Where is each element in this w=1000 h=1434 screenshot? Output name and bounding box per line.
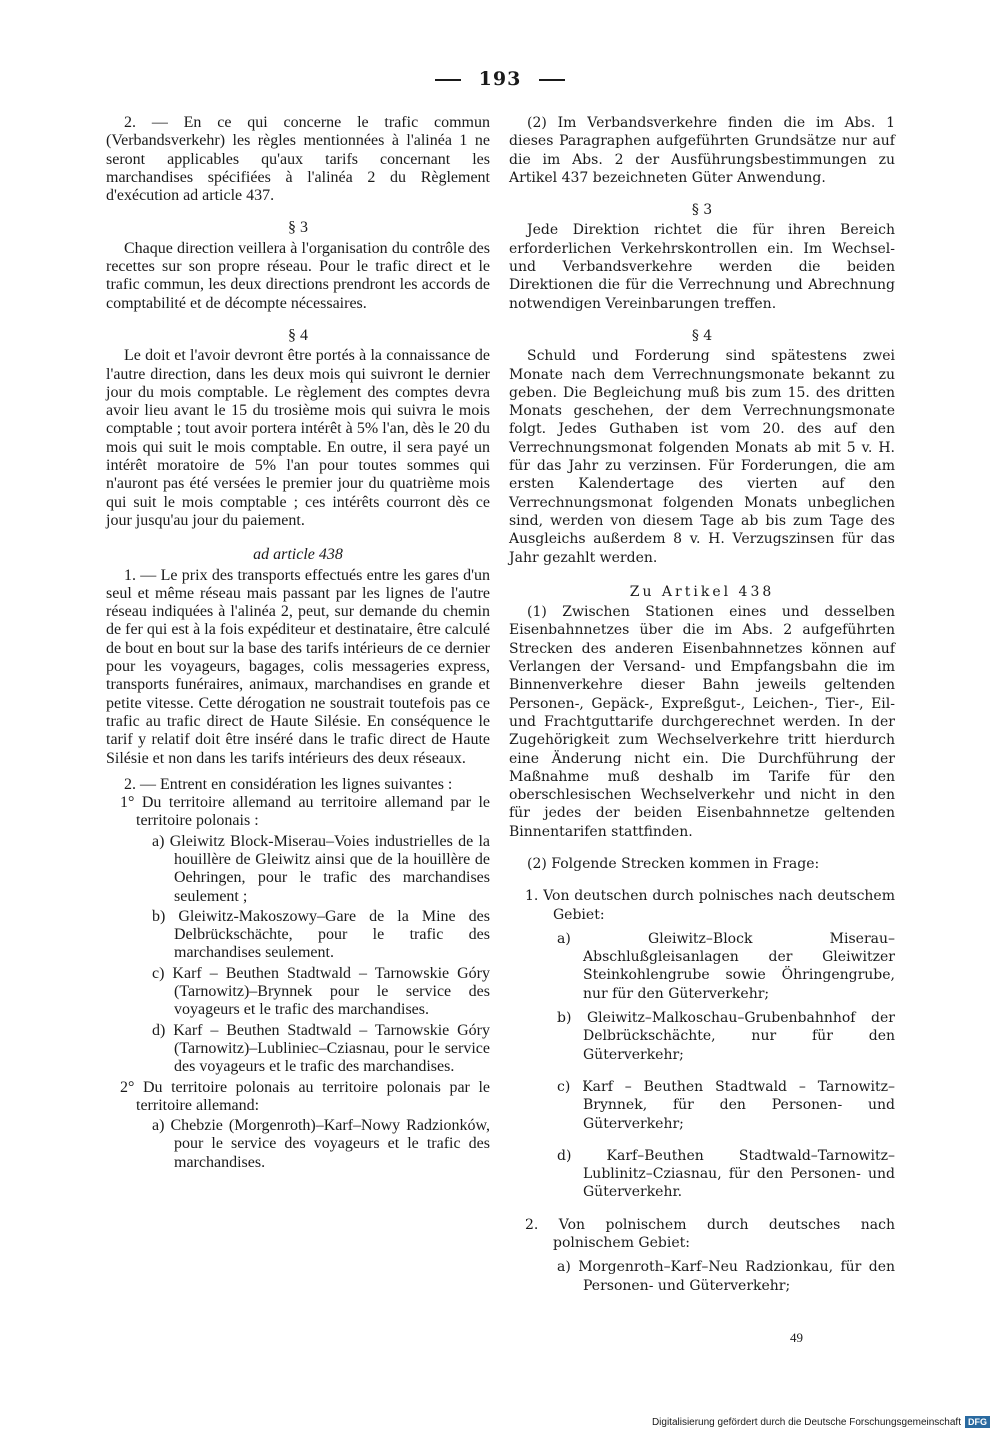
- fr-list-item-1d: d) Karf – Beuthen Stadtwald – Tarnowskie Góry (Tarnowitz)–Lubliniec–Cziasnau, pour le service des voyageurs et le trafic des marchandises.: [152, 1021, 490, 1076]
- de-section-3-heading: § 3: [691, 202, 713, 219]
- de-article-438-p1: (1) Zwischen Stationen eines und desselben Eisenbahnnetzes über die im Abs. 2 aufgeführten Strecken des anderen Eisenbahnnetzes können auf Verlangen der Versand- und Empfangsbahn die im Binnenverkehre dieser Bahn jeweils geltenden Personen-, Gepäck-, Expreßgut-, Leichen-, Tier-, Eil- und Frachtguttarife durchgerechnet werden. In der Zugehörigkeit zum Wechselverkehre tritt hierdurch eine Änderung nicht ein. Die Durchführung der Maßnahme muß deshalb im Tarife für den oberschlesischen Wechselverkehr und nicht in den für jedes der beiden Eisenbahnnetze geltenden Binnentarifen stattfinden.: [509, 604, 895, 840]
- de-list-item-2a: a) Morgenroth–Karf–Neu Radzionkau, für den Personen- und Güterverkehr;: [557, 1259, 895, 1294]
- fr-article-438-p2: 2. — Entrent en considération les lignes suivantes :: [124, 775, 453, 793]
- fr-article-438-p1: 1. — Le prix des transports effectués entre les gares d'un seul et même réseau mais passant par les lignes de l'autre réseau indiquées à l'alinéa 2, peut, sur demande du chemin de fer qui est à la fois expéditeur et destinataire, être calculé de bout en bout sur la base des tarifs intérieurs de ce dernier pour les voyageurs, bagages, colis messageries express, transports funéraires, animaux, marchandises en grande et petite vitesse. Cette dérogation ne soustrait toutefois pas ce trafic au trafic direct de Haute Silésie. En conséquence le tarif y relatif doit être inséré dans le trafic direct de Haute Silésie et non dans les tarifs intérieurs des deux réseaux.: [106, 566, 490, 767]
- fr-list-item-1: 1° Du territoire allemand au territoire allemand par le territoire polonais :: [120, 794, 490, 830]
- fr-list-item-2: 2° Du territoire polonais au territoire polonais par le territoire allemand:: [120, 1078, 490, 1114]
- dfg-logo-icon: DFG: [965, 1416, 990, 1428]
- de-paragraph-2: (2) Im Verbandsverkehre finden die im Abs. 1 dieses Paragraphen aufgeführten Grundsätze nur auf die im Abs. 2 der Ausführungsbestimmungen zu Artikel 437 bezeichneten Güter Anwendung.: [509, 115, 895, 186]
- de-list-item-1: 1. Von deutschen durch polnisches nach deutschem Gebiet:: [525, 888, 895, 923]
- fr-section-4-text: Le doit et l'avoir devront être portés à la connaissance de l'autre direction, dans les deux mois qui suivront le dernier jour du mois comptable. Le règlement des comptes devra avoir lieu avant le 15 du trosième mois qui suivra le mois comptable ; tout avoir portera intérêt à 5% l'an, dès le 20 du mois qui suit le mois comptable. En outre, il sera payé un intérêt moratoire de 5% l'an pour toutes sommes qui n'auront pas été versées le premier jour du quatrième mois qui suit le mois comptable ; ces intérêts courront dès ce jour jusqu'au jour du paiement.: [106, 347, 490, 529]
- fr-paragraph-2: 2. — En ce qui concerne le trafic commun (Verbandsverkehr) les règles mentionnées à l'alinéa 1 ne seront applicables qu'aux tarifs concernant les marchandises spécifiées à l'alinéa 2 du Règlement d'exécution ad article 437.: [106, 114, 490, 205]
- de-list-item-1b: b) Gleiwitz–Malkoschau–Grubenbahnhof der Delbrückschächte, nur für den Güterverkehr;: [557, 1010, 895, 1063]
- fr-section-4-heading: § 4: [288, 326, 308, 344]
- fr-list-item-1a: a) Gleiwitz Block-Miserau–Voies industrielles de la houillère de Gleiwitz ainsi que de la houillère de Oehringen, pour le trafic des marchandises seulement ;: [152, 832, 490, 905]
- fr-section-3-heading: § 3: [288, 219, 308, 237]
- footer-credit: [652, 1416, 990, 1428]
- fr-list-item-1b: b) Gleiwitz-Makoszowy–Gare de la Mine des Delbrückschächte, pour le trafic des marchandises seulement.: [152, 907, 490, 962]
- fr-list-item-1c: c) Karf – Beuthen Stadtwald – Tarnowskie Góry (Tarnowitz)–Brynnek pour le service des voyageurs et le trafic des marchandises.: [152, 964, 490, 1019]
- de-section-3-text: Jede Direktion richtet die für ihren Bereich erforderlichen Verkehrskontrollen ein. Im Wechsel- und Verbandsverkehre werden die beiden Direktionen die für die Verrechnung und Abrechnung notwendigen Vereinbarungen treffen.: [509, 222, 895, 312]
- de-article-438-heading: Zu Artikel 438: [629, 583, 775, 600]
- page-number-bottom: 49: [790, 1330, 803, 1345]
- header-dash-left: [435, 79, 461, 81]
- de-list-item-1c: c) Karf – Beuthen Stadtwald – Tarnowitz–Brynnek, für den Personen- und Güterverkehr;: [557, 1078, 895, 1132]
- german-column: [509, 114, 895, 1295]
- fr-article-438-heading: ad article 438: [253, 546, 343, 564]
- de-section-4-heading: § 4: [691, 327, 713, 344]
- de-section-4-text: Schuld und Forderung sind spätestens zwei Monate nach dem Verrechnungsmonate bekannt zu geben. Die Begleichung muß bis zum 15. des dritten Monats geschehen, der dem Verrechnungsmonate folgt. Jedes Guthaben ist vom 20. des auf den Verrechnungsmonat folgenden Monats ab mit 5 v. H. für das Jahr zu verzinsen. Für Forderungen, die am ersten Kalendertage des vierten auf den Verrechnungsmonat folgenden Monats unbeglichen sind, werden von diesem Tage ab bis zum Tage des Ausgleichs außerdem 8 v. H. Verzugszinsen für das Jahr gezahlt werden.: [509, 348, 895, 566]
- de-article-438-p2: (2) Folgende Strecken kommen in Frage:: [527, 855, 820, 872]
- header-dash-right: [539, 79, 565, 81]
- fr-section-3-text: Chaque direction veillera à l'organisation du contrôle des recettes sur son propre réseau. Pour le trafic direct et le trafic commun, les deux directions prendront les accords de comptabilité et de décompte nécessaires.: [106, 239, 490, 312]
- de-list-item-1d: d) Karf–Beuthen Stadtwald–Tarnowitz–Lublinitz–Cziasnau, für den Personen- und Güterverkehr.: [557, 1147, 895, 1201]
- footer-credit-text: Digitalisierung gefördert durch die Deutsche Forschungsgemeinschaft: [651, 1416, 961, 1428]
- de-list-item-2: 2. Von polnischem durch deutsches nach polnischem Gebiet:: [525, 1216, 895, 1252]
- page-header: [0, 68, 1000, 90]
- french-column: [106, 114, 490, 1172]
- de-list-item-1a: a) Gleiwitz–Block Miserau–Abschlußgleisanlagen der Gleiwitzer Steinkohlengrube sowie Öhringengrube, nur für den Güterverkehr;: [557, 930, 895, 1002]
- fr-list-item-2a: a) Chebzie (Morgenroth)–Karf–Nowy Radzionków, pour le service des voyageurs et le trafic des marchandises.: [152, 1117, 490, 1171]
- page-number-top: 193: [478, 68, 522, 90]
